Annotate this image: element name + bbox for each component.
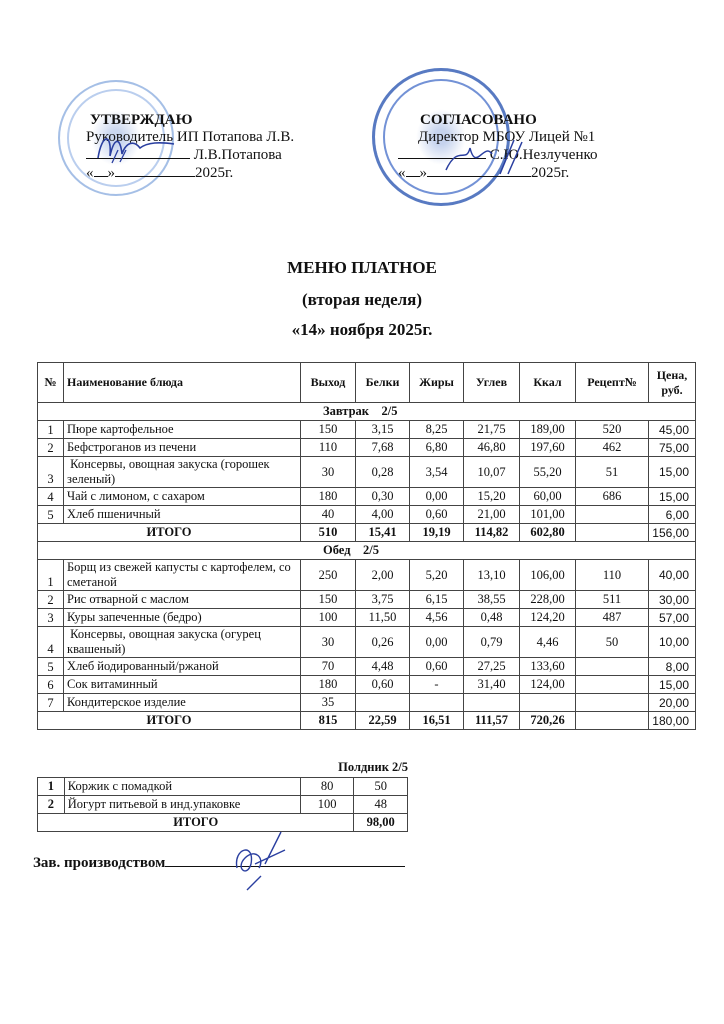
- cell-price: 15,00: [649, 457, 696, 488]
- snack-cell-num: 1: [38, 778, 65, 796]
- cell-num: 5: [38, 506, 64, 524]
- cell-recipe: [576, 694, 649, 712]
- cell-kcal: 124,00: [520, 676, 576, 694]
- cell-num: 1: [38, 560, 64, 591]
- cell-protein: 11,50: [356, 609, 410, 627]
- total-cell-price: 180,00: [649, 712, 696, 730]
- foreman-label: Зав. производством: [33, 855, 166, 871]
- cell-kcal: 189,00: [520, 421, 576, 439]
- cell-recipe: [576, 676, 649, 694]
- cell-price: 75,00: [649, 439, 696, 457]
- cell-output: 150: [301, 421, 356, 439]
- cell-recipe: [576, 506, 649, 524]
- cell-carbs: 31,40: [464, 676, 520, 694]
- cell-fat: 0,60: [410, 658, 464, 676]
- cell-output: 180: [301, 488, 356, 506]
- total-cell-carbs: 111,57: [464, 712, 520, 730]
- cell-carbs: 27,25: [464, 658, 520, 676]
- cell-num: 3: [38, 457, 64, 488]
- cell-dish-name: Сок витаминный: [64, 676, 301, 694]
- snack-total-label: ИТОГО: [38, 814, 354, 832]
- cell-dish-name: Борщ из свежей капусты с картофелем, со сметаной: [64, 560, 301, 591]
- total-cell-fat: 19,19: [410, 524, 464, 542]
- total-cell-kcal: 602,80: [520, 524, 576, 542]
- total-label: ИТОГО: [38, 524, 301, 542]
- approval-title: СОГЛАСОВАНО: [420, 112, 537, 128]
- cell-fat: [410, 694, 464, 712]
- table-row: [38, 694, 696, 712]
- signature-foreman-icon: [225, 828, 295, 892]
- approval-year: 2025г.: [195, 165, 234, 181]
- snack-total-price: 98,00: [354, 814, 408, 832]
- cell-output: 40: [301, 506, 356, 524]
- table-row: [38, 506, 696, 524]
- cell-fat: 5,20: [410, 560, 464, 591]
- section-row: [38, 403, 696, 421]
- snack-section-title: Полдник 2/5: [338, 760, 408, 774]
- cell-recipe: 110: [576, 560, 649, 591]
- cell-carbs: [464, 694, 520, 712]
- approval-date: « » 2025г.: [398, 165, 570, 181]
- cell-carbs: 10,07: [464, 457, 520, 488]
- menu-table: [37, 362, 696, 730]
- cell-carbs: 46,80: [464, 439, 520, 457]
- table-header-row: [38, 363, 696, 403]
- cell-num: 4: [38, 627, 64, 658]
- cell-output: 35: [301, 694, 356, 712]
- cell-dish-name: Хлеб йодированный/ржаной: [64, 658, 301, 676]
- table-row: [38, 488, 696, 506]
- cell-num: 2: [38, 591, 64, 609]
- cell-price: 45,00: [649, 421, 696, 439]
- snack-total-row: [38, 814, 408, 832]
- cell-carbs: 0,48: [464, 609, 520, 627]
- header-name: Наименование блюда: [64, 363, 301, 403]
- cell-kcal: 60,00: [520, 488, 576, 506]
- approval-name: Л.В.Потапова: [193, 147, 282, 163]
- cell-price: 10,00: [649, 627, 696, 658]
- cell-protein: 4,48: [356, 658, 410, 676]
- table-row: [38, 560, 696, 591]
- cell-kcal: 55,20: [520, 457, 576, 488]
- cell-recipe: 511: [576, 591, 649, 609]
- signature-left-icon: [90, 128, 180, 168]
- snack-row: [38, 778, 408, 796]
- cell-output: 110: [301, 439, 356, 457]
- table-row: [38, 627, 696, 658]
- cell-carbs: 0,79: [464, 627, 520, 658]
- cell-carbs: 38,55: [464, 591, 520, 609]
- cell-fat: 0,00: [410, 488, 464, 506]
- cell-recipe: 686: [576, 488, 649, 506]
- snack-row: [38, 796, 408, 814]
- table-row: [38, 457, 696, 488]
- total-label: ИТОГО: [38, 712, 301, 730]
- cell-protein: 0,28: [356, 457, 410, 488]
- cell-output: 100: [301, 609, 356, 627]
- snack-table-body: [38, 778, 408, 832]
- header-fat: Жиры: [410, 363, 464, 403]
- snack-cell-num: 2: [38, 796, 65, 814]
- total-row: [38, 712, 696, 730]
- table-row: [38, 676, 696, 694]
- total-cell-carbs: 114,82: [464, 524, 520, 542]
- table-body: [38, 403, 696, 730]
- cell-protein: 3,75: [356, 591, 410, 609]
- table-row: [38, 591, 696, 609]
- cell-kcal: 228,00: [520, 591, 576, 609]
- cell-output: 30: [301, 627, 356, 658]
- approval-position: Руководитель ИП Потапова Л.В.: [86, 129, 295, 145]
- cell-kcal: 124,20: [520, 609, 576, 627]
- cell-price: 40,00: [649, 560, 696, 591]
- snack-cell-price: 48: [354, 796, 408, 814]
- cell-price: 6,00: [649, 506, 696, 524]
- cell-recipe: 520: [576, 421, 649, 439]
- cell-dish-name: Бефстроганов из печени: [64, 439, 301, 457]
- cell-protein: 4,00: [356, 506, 410, 524]
- cell-dish-name: Рис отварной с маслом: [64, 591, 301, 609]
- cell-num: 3: [38, 609, 64, 627]
- header-price: Цена, руб.: [649, 363, 696, 403]
- table-row: [38, 439, 696, 457]
- cell-price: 15,00: [649, 488, 696, 506]
- cell-price: 20,00: [649, 694, 696, 712]
- approval-position: Директор МБОУ Лицей №1: [418, 129, 596, 145]
- total-cell-recipe: [576, 524, 649, 542]
- cell-fat: 4,56: [410, 609, 464, 627]
- approval-name: С.Ю.Незлученко: [489, 147, 598, 163]
- cell-num: 2: [38, 439, 64, 457]
- cell-carbs: 21,00: [464, 506, 520, 524]
- snack-cell-out: 80: [300, 778, 354, 796]
- cell-recipe: 487: [576, 609, 649, 627]
- total-row: [38, 524, 696, 542]
- header-kcal: Ккал: [520, 363, 576, 403]
- page-date: «14» ноября 2025г.: [291, 320, 433, 339]
- total-cell-output: 815: [301, 712, 356, 730]
- header-output: Выход: [301, 363, 356, 403]
- table-row: [38, 658, 696, 676]
- total-cell-protein: 22,59: [356, 712, 410, 730]
- section-title: Завтрак 2/5: [38, 403, 696, 421]
- table-row: [38, 609, 696, 627]
- cell-fat: 6,15: [410, 591, 464, 609]
- cell-carbs: 15,20: [464, 488, 520, 506]
- cell-carbs: 13,10: [464, 560, 520, 591]
- cell-fat: 3,54: [410, 457, 464, 488]
- cell-dish-name: Куры запеченные (бедро): [64, 609, 301, 627]
- cell-dish-name: Пюре картофельное: [64, 421, 301, 439]
- snack-table: [37, 777, 408, 832]
- cell-kcal: [520, 694, 576, 712]
- approval-year: 2025г.: [531, 165, 570, 181]
- approval-title: УТВЕРЖДАЮ: [90, 112, 193, 128]
- cell-num: 5: [38, 658, 64, 676]
- cell-output: 30: [301, 457, 356, 488]
- cell-price: 15,00: [649, 676, 696, 694]
- cell-protein: 0,26: [356, 627, 410, 658]
- total-cell-kcal: 720,26: [520, 712, 576, 730]
- header-carbs: Углев: [464, 363, 520, 403]
- cell-recipe: [576, 658, 649, 676]
- cell-dish-name: Хлеб пшеничный: [64, 506, 301, 524]
- cell-fat: 6,80: [410, 439, 464, 457]
- cell-price: 57,00: [649, 609, 696, 627]
- page-title: МЕНЮ ПЛАТНОЕ: [287, 258, 437, 277]
- snack-cell-price: 50: [354, 778, 408, 796]
- cell-num: 7: [38, 694, 64, 712]
- cell-kcal: 133,60: [520, 658, 576, 676]
- cell-output: 180: [301, 676, 356, 694]
- cell-price: 30,00: [649, 591, 696, 609]
- cell-kcal: 106,00: [520, 560, 576, 591]
- header-num: №: [38, 363, 64, 403]
- total-cell-protein: 15,41: [356, 524, 410, 542]
- cell-num: 6: [38, 676, 64, 694]
- cell-num: 1: [38, 421, 64, 439]
- section-row: [38, 542, 696, 560]
- signature-right-icon: [440, 134, 530, 180]
- cell-recipe: 51: [576, 457, 649, 488]
- cell-kcal: 4,46: [520, 627, 576, 658]
- cell-num: 4: [38, 488, 64, 506]
- cell-kcal: 101,00: [520, 506, 576, 524]
- cell-dish-name: Консервы, овощная закуска (огурец квашеный): [64, 627, 301, 658]
- total-cell-fat: 16,51: [410, 712, 464, 730]
- cell-protein: [356, 694, 410, 712]
- header-recipe: Рецепт№: [576, 363, 649, 403]
- cell-fat: 0,60: [410, 506, 464, 524]
- cell-protein: 7,68: [356, 439, 410, 457]
- cell-recipe: 462: [576, 439, 649, 457]
- snack-cell-name: Коржик с помадкой: [64, 778, 300, 796]
- cell-protein: 2,00: [356, 560, 410, 591]
- cell-dish-name: Чай с лимоном, с сахаром: [64, 488, 301, 506]
- cell-carbs: 21,75: [464, 421, 520, 439]
- cell-protein: 3,15: [356, 421, 410, 439]
- section-title: Обед 2/5: [38, 542, 696, 560]
- cell-output: 250: [301, 560, 356, 591]
- cell-output: 150: [301, 591, 356, 609]
- total-cell-recipe: [576, 712, 649, 730]
- cell-recipe: 50: [576, 627, 649, 658]
- cell-fat: 8,25: [410, 421, 464, 439]
- page-subtitle: (вторая неделя): [301, 290, 423, 309]
- header-protein: Белки: [356, 363, 410, 403]
- cell-price: 8,00: [649, 658, 696, 676]
- cell-dish-name: Консервы, овощная закуска (горошек зеленый): [64, 457, 301, 488]
- cell-dish-name: Кондитерское изделие: [64, 694, 301, 712]
- total-cell-price: 156,00: [649, 524, 696, 542]
- cell-protein: 0,60: [356, 676, 410, 694]
- cell-kcal: 197,60: [520, 439, 576, 457]
- foreman-signature-line: [33, 852, 405, 872]
- snack-cell-name: Йогурт питьевой в инд.упаковке: [64, 796, 300, 814]
- cell-fat: -: [410, 676, 464, 694]
- cell-protein: 0,30: [356, 488, 410, 506]
- cell-fat: 0,00: [410, 627, 464, 658]
- total-cell-output: 510: [301, 524, 356, 542]
- approval-date: « » 2025г.: [86, 165, 234, 181]
- snack-cell-out: 100: [300, 796, 354, 814]
- table-row: [38, 421, 696, 439]
- cell-output: 70: [301, 658, 356, 676]
